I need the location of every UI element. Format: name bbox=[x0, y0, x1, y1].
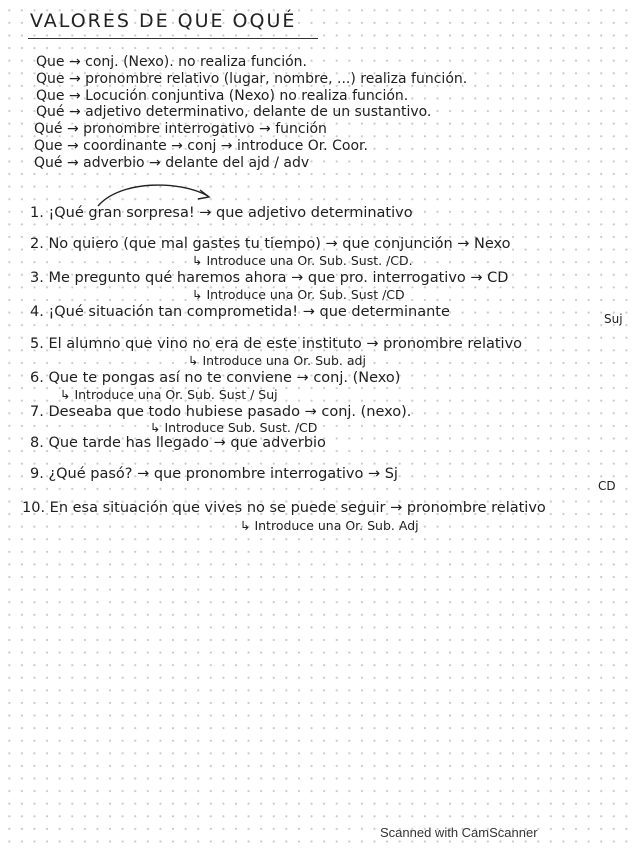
value-line: Qué → adverbio → delante del ajd / adv bbox=[34, 155, 310, 171]
value-line: Que → coordinante → conj → introduce Or. Coor. bbox=[34, 138, 368, 154]
example-line: 4. ¡Qué situación tan comprometida! → que determinante bbox=[30, 304, 450, 320]
example-line: 5. El alumno que vino no era de este instituto → pronombre relativo bbox=[30, 336, 523, 352]
example-note: ↳ Introduce una Or. Sub. adj bbox=[188, 353, 366, 368]
scanner-watermark: Scanned with CamScanner bbox=[380, 825, 538, 840]
example-line: 8. Que tarde has llegado → que adverbio bbox=[30, 435, 326, 451]
example-line: 3. Me pregunto qué haremos ahora → que pro. interrogativo → CD bbox=[30, 270, 509, 286]
example-line: 10. En esa situación que vives no se puede seguir → pronombre relativo bbox=[22, 500, 546, 516]
value-line: Qué → adjetivo determinativo, delante de un sustantivo. bbox=[36, 104, 432, 120]
title-underline bbox=[28, 38, 318, 39]
example-line: 7. Deseaba que todo hubiese pasado → conj. (nexo). bbox=[30, 404, 412, 420]
example-line: 9. ¿Qué pasó? → que pronombre interrogativo → Sj bbox=[30, 466, 398, 482]
example-note: ↳ Introduce una Or. Sub. Adj bbox=[240, 518, 419, 533]
example-line: 2. No quiero (que mal gastes tu tiempo) → que conjunción → Nexo bbox=[30, 236, 511, 252]
example-note: ↳ Introduce una Or. Sub. Sust /CD bbox=[192, 287, 405, 302]
example-note: ↳ Introduce una Or. Sub. Sust / Suj bbox=[60, 387, 278, 402]
example-note: ↳ Introduce una Or. Sub. Sust. /CD. bbox=[192, 253, 413, 268]
value-line: Que → conj. (Nexo). no realiza función. bbox=[36, 54, 307, 70]
page-title: VALORES DE QUE OQUÉ bbox=[30, 10, 297, 32]
example-line: 6. Que te pongas así no te conviene → conj. (Nexo) bbox=[30, 370, 401, 386]
side-note: Suj bbox=[604, 312, 623, 326]
value-line: Qué → pronombre interrogativo → función bbox=[34, 121, 327, 137]
example-line: 1. ¡Qué gran sorpresa! → que adjetivo determinativo bbox=[30, 205, 413, 221]
value-line: Que → pronombre relativo (lugar, nombre, ...) realiza función. bbox=[36, 71, 468, 87]
example-note: ↳ Introduce Sub. Sust. /CD bbox=[150, 420, 318, 435]
side-note: CD bbox=[598, 479, 616, 493]
value-line: Que → Locución conjuntiva (Nexo) no realiza función. bbox=[36, 88, 409, 104]
